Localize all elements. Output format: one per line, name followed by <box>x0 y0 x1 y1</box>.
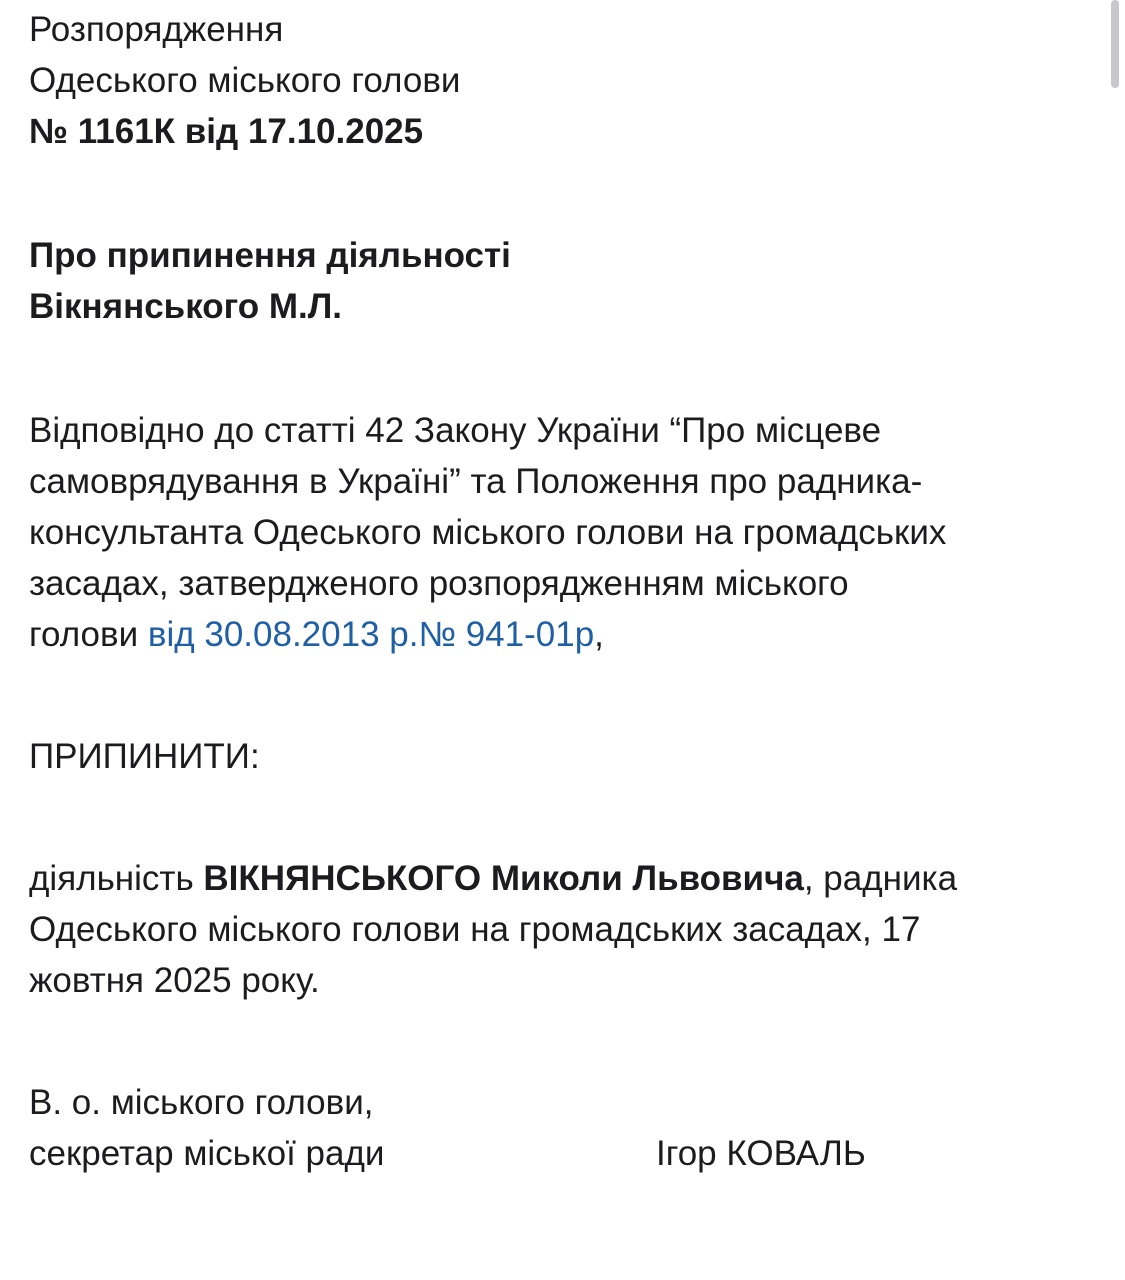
order-verb: ПРИПИНИТИ: <box>29 737 260 776</box>
decision-line-1 <box>29 853 1099 904</box>
preamble-line-5-prefix: голови <box>29 615 148 654</box>
preamble-line-5 <box>29 609 1099 660</box>
document-body <box>29 4 1099 1179</box>
doc-number-date: № 1161К від 17.10.2025 <box>29 112 424 151</box>
decision-line-3: жовтня 2025 року. <box>29 961 320 1000</box>
regulation-link[interactable]: від 30.08.2013 р.№ 941-01р <box>147 615 595 654</box>
signature-title-1: В. о. міського голови, <box>29 1083 374 1122</box>
subject-line-2: Вікнянського М.Л. <box>29 287 343 326</box>
signature-title-2: секретар міської ради <box>29 1134 385 1173</box>
signature-row <box>29 1128 1099 1179</box>
preamble-line-2: самоврядування в Україні” та Положення про радника- <box>29 462 923 501</box>
scrollbar-thumb[interactable] <box>1111 0 1119 88</box>
doc-type: Розпорядження <box>29 10 284 49</box>
decision-suffix: , радника <box>803 859 958 898</box>
subject-line-1: Про припинення діяльності <box>29 236 511 275</box>
preamble-line-1: Відповідно до статті 42 Закону України “Про місцеве <box>29 411 882 450</box>
issuer: Одеського міського голови <box>29 61 461 100</box>
preamble-line-4: засадах, затвердженого розпорядженням міського <box>29 564 849 603</box>
signer-name: Ігор КОВАЛЬ <box>656 1134 866 1173</box>
decision-prefix: діяльність <box>29 859 204 898</box>
preamble-line-5-suffix: , <box>594 615 604 654</box>
decision-line-2: Одеського міського голови на громадських засадах, 17 <box>29 910 921 949</box>
person-name: ВІКНЯНСЬКОГО Миколи Львовича <box>203 859 804 898</box>
preamble-line-3: консультанта Одеського міського голови на громадських <box>29 513 947 552</box>
